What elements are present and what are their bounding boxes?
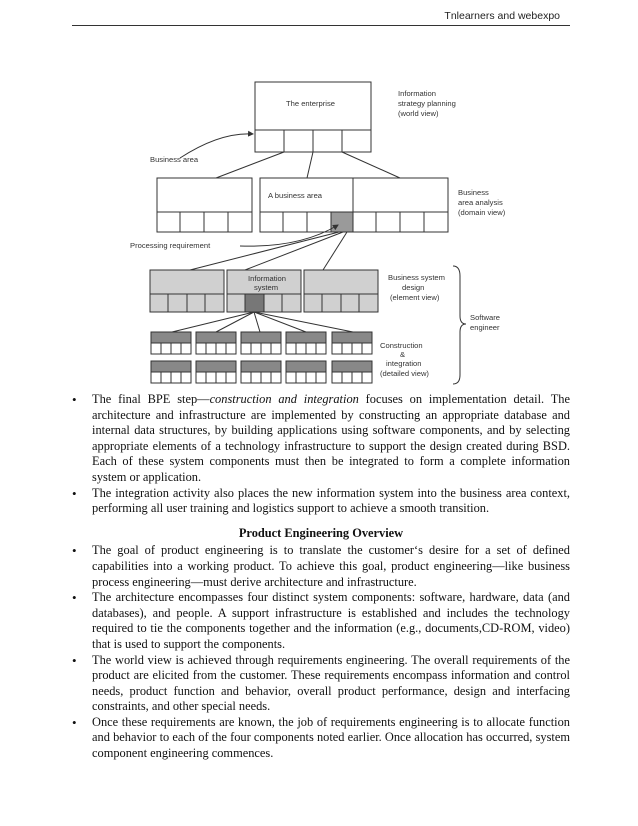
bullet-architecture: • The architecture encompasses four distinct system components: software, hardware, data (and databases), and people. A support infrastructure is established and includes the technology required to tie the components together and the information (e.g., documents,CD-ROM, video) that is used to support the components. <box>72 590 570 652</box>
bsd-label-3: (element view) <box>390 293 440 302</box>
bullet-text-italic: construction and integration <box>209 392 359 406</box>
information-system-label-1: Information <box>248 274 286 283</box>
bpe-bullet-list <box>72 392 570 517</box>
bullet-world-view: • The world view is achieved through requirements engineering. The overall requirements of the product are elicited from the customer. These requirements encompass information and control needs, product function and behavior, overall product performance, design and interfacing constraints, and other special needs. <box>72 653 570 715</box>
bullet-text: The integration activity also places the new information system into the business area context, performing all user training and logistics support to achieve a smooth transition. <box>92 485 570 516</box>
bullet-integration-activity <box>72 486 570 517</box>
bullet-text: focuses on implementation detail. The architecture and infrastructure are implemented by constructing an appropriate database and internal data structures, by building applications using software components, and by selecting appropriate elements of a technology infrastructure to support the design created during BSD. Each of these system components must then be integrated to form a complete information system or application. <box>92 392 571 484</box>
baa-label-3: (domain view) <box>458 208 506 217</box>
section-title: Product Engineering Overview <box>238 525 404 540</box>
baa-label-2: area analysis <box>458 198 503 207</box>
software-engineer-label-2: engineer <box>470 323 500 332</box>
construction-label-4: (detailed view) <box>380 369 429 378</box>
bullet-goal: • The goal of product engineering is to translate the customer‘s desire for a set of defined capabilities into a working product. To achieve this goal, product engineering—like business process engineering—must derive architecture and infrastructure. <box>72 543 570 590</box>
bsd-label-1: Business system <box>388 273 445 282</box>
body-content <box>72 392 570 762</box>
bsd-label-2: design <box>402 283 425 292</box>
bullet-construction-integration <box>72 392 570 486</box>
software-engineer-label-1: Software <box>470 313 500 322</box>
construction-label-2: & <box>400 350 406 359</box>
information-system-label-2: system <box>254 283 279 292</box>
business-area-callout: Business area <box>150 155 199 164</box>
product-engineering-bullet-list <box>72 543 570 761</box>
header-rule <box>72 25 570 26</box>
isp-label-3: (world view) <box>398 109 439 118</box>
a-business-area-label: A business area <box>268 191 323 200</box>
construction-label-1: Construction <box>380 341 423 350</box>
isp-label-2: strategy planning <box>398 99 456 108</box>
bpe-hierarchy-diagram <box>110 70 510 388</box>
baa-label-1: Business <box>458 188 489 197</box>
construction-label-3: integration <box>386 359 422 368</box>
bullet-text: The final BPE step— <box>92 392 210 406</box>
processing-requirement-callout: Processing requirement <box>130 241 211 250</box>
isp-label-1: Information <box>398 89 436 98</box>
page-header: Tnlearners and webexpo <box>444 10 560 22</box>
enterprise-label: The enterprise <box>286 99 335 108</box>
bullet-requirements: • Once these requirements are known, the job of requirements engineering is to allocate function and behavior to each of the four components noted earlier. Once allocation has occurred, system component engineering commences. <box>72 715 570 762</box>
